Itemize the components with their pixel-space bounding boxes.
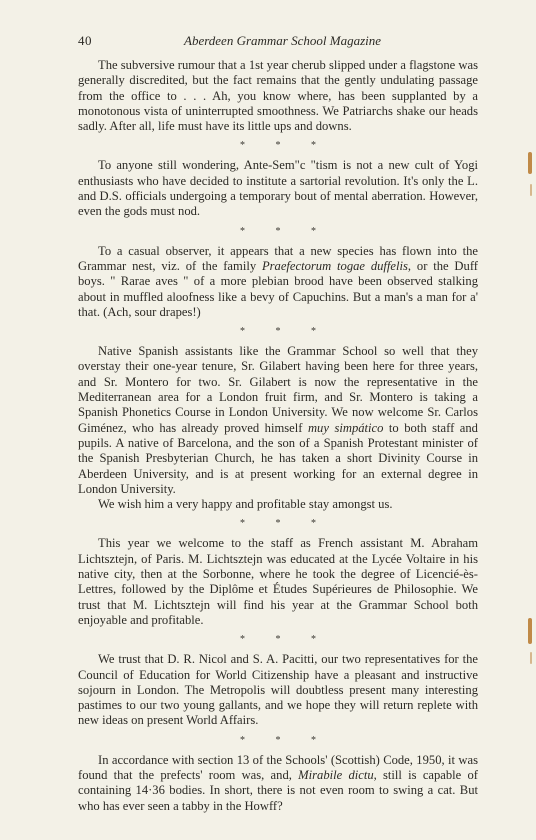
- margin-mark: [528, 152, 532, 174]
- paragraph-spanish-assistants: [78, 344, 478, 497]
- paragraph-ante-semitism: To anyone still wondering, Ante-Sem"c "tism is not a new cult of Yogi enthusiasts who have decided to institute a sartorial revolution. It's only the L. and D.S. officials undergoing a temporary bout of mental aberration. However, even the gods must nod.: [78, 158, 478, 219]
- spanish-phrase: muy simpático: [307, 420, 384, 435]
- paragraph-text: Native Spanish assistants like the Grammar School so well that they overstay their one-year tenure, Sr. Gilabert having been here for three years, and Sr. Montero for two. Sr. Gilabert is now the representative in the Mediterranean area for a London fruit firm, and Sr. Montero is taking a Spanish Phonetics Course in London University. We now welcome Sr. Carlos Giménez, who has already proved himself: [78, 344, 478, 435]
- paragraph-text: , still is capable of containing 14·36 bodies. In short, there is not even room to swing a cat. But who has ever seen a tabby in the Howff?: [78, 767, 479, 813]
- paragraph-text: to both staff and pupils. A native of Barcelona, and the son of a Spanish Protestant minister of the Spanish Presbyterian Church, he has taken a short Divinity Course in Aberdeen University, and is at present working for an external degree in London University.: [78, 420, 478, 496]
- section-separator: * * *: [240, 225, 330, 237]
- paragraph-welcome-wish: We wish him a very happy and profitable stay amongst us.: [98, 497, 393, 512]
- paragraph-world-citizenship: We trust that D. R. Nicol and S. A. Pacitti, our two representatives for the Council of Education for World Citizenship have a pleasant and instructive sojourn in London. The Metropolis will doubtless present many interesting pastimes to our two young gallants, and we hope they will return replete with new ideas on present World Affairs.: [78, 652, 478, 728]
- latin-phrase: Praefectorum togae duffelis: [261, 258, 408, 273]
- article-body: [78, 58, 478, 814]
- section-separator: * * *: [240, 140, 330, 152]
- page-number: 40: [78, 33, 92, 48]
- paragraph-text: In accordance with section 13 of the Schools' (Scottish) Code, 1950, it was found that the prefects' room was, and,: [78, 752, 478, 782]
- section-separator: * * *: [240, 326, 330, 338]
- section-separator: * * *: [240, 518, 330, 530]
- paragraph-duff-boys: [78, 244, 478, 320]
- paragraph-french-assistant: This year we welcome to the staff as French assistant M. Abraham Lichtsztejn, of Paris. M. Lichtsztejn was educated at the Lycée Voltaire in his native city, then at the Sorbonne, where he took the degree of Licencié-ès-Lettres, followed by the Diplôme et Études Supérieures de Philosophie. We trust that M. Lichtsztejn will find his year at the Grammar School both enjoyable and profitable.: [78, 536, 478, 627]
- margin-mark: [530, 652, 532, 664]
- running-title: Aberdeen Grammar School Magazine: [184, 33, 382, 48]
- page-header: [78, 33, 478, 51]
- latin-phrase: Mirabile dictu: [298, 767, 374, 782]
- paragraph-prefects-room: [78, 753, 478, 814]
- margin-mark: [528, 618, 532, 644]
- margin-mark: [530, 184, 532, 196]
- section-separator: * * *: [240, 634, 330, 646]
- section-separator: * * *: [240, 734, 330, 746]
- paragraph-cherub-rumour: The subversive rumour that a 1st year cherub slipped under a flagstone was generally discredited, but the fact remains that the gently undulating passage from the office to . . . Ah, you know where, has been supplanted by a monotonous vista of uninterrupted smoothness. We Patriarchs shake our heads sadly. After all, life must have its little ups and downs.: [78, 58, 478, 134]
- paragraph-text: , or the Duff boys. " Rarae aves " of a more plebian brood have been observed stalking about in muffled aloofness like a bevy of Capuchins. But a man's a man for a' that. (Ach, sour drapes!): [78, 258, 478, 319]
- paragraph-text: To a casual observer, it appears that a new species has flown into the Grammar nest, viz. of the family: [78, 243, 478, 273]
